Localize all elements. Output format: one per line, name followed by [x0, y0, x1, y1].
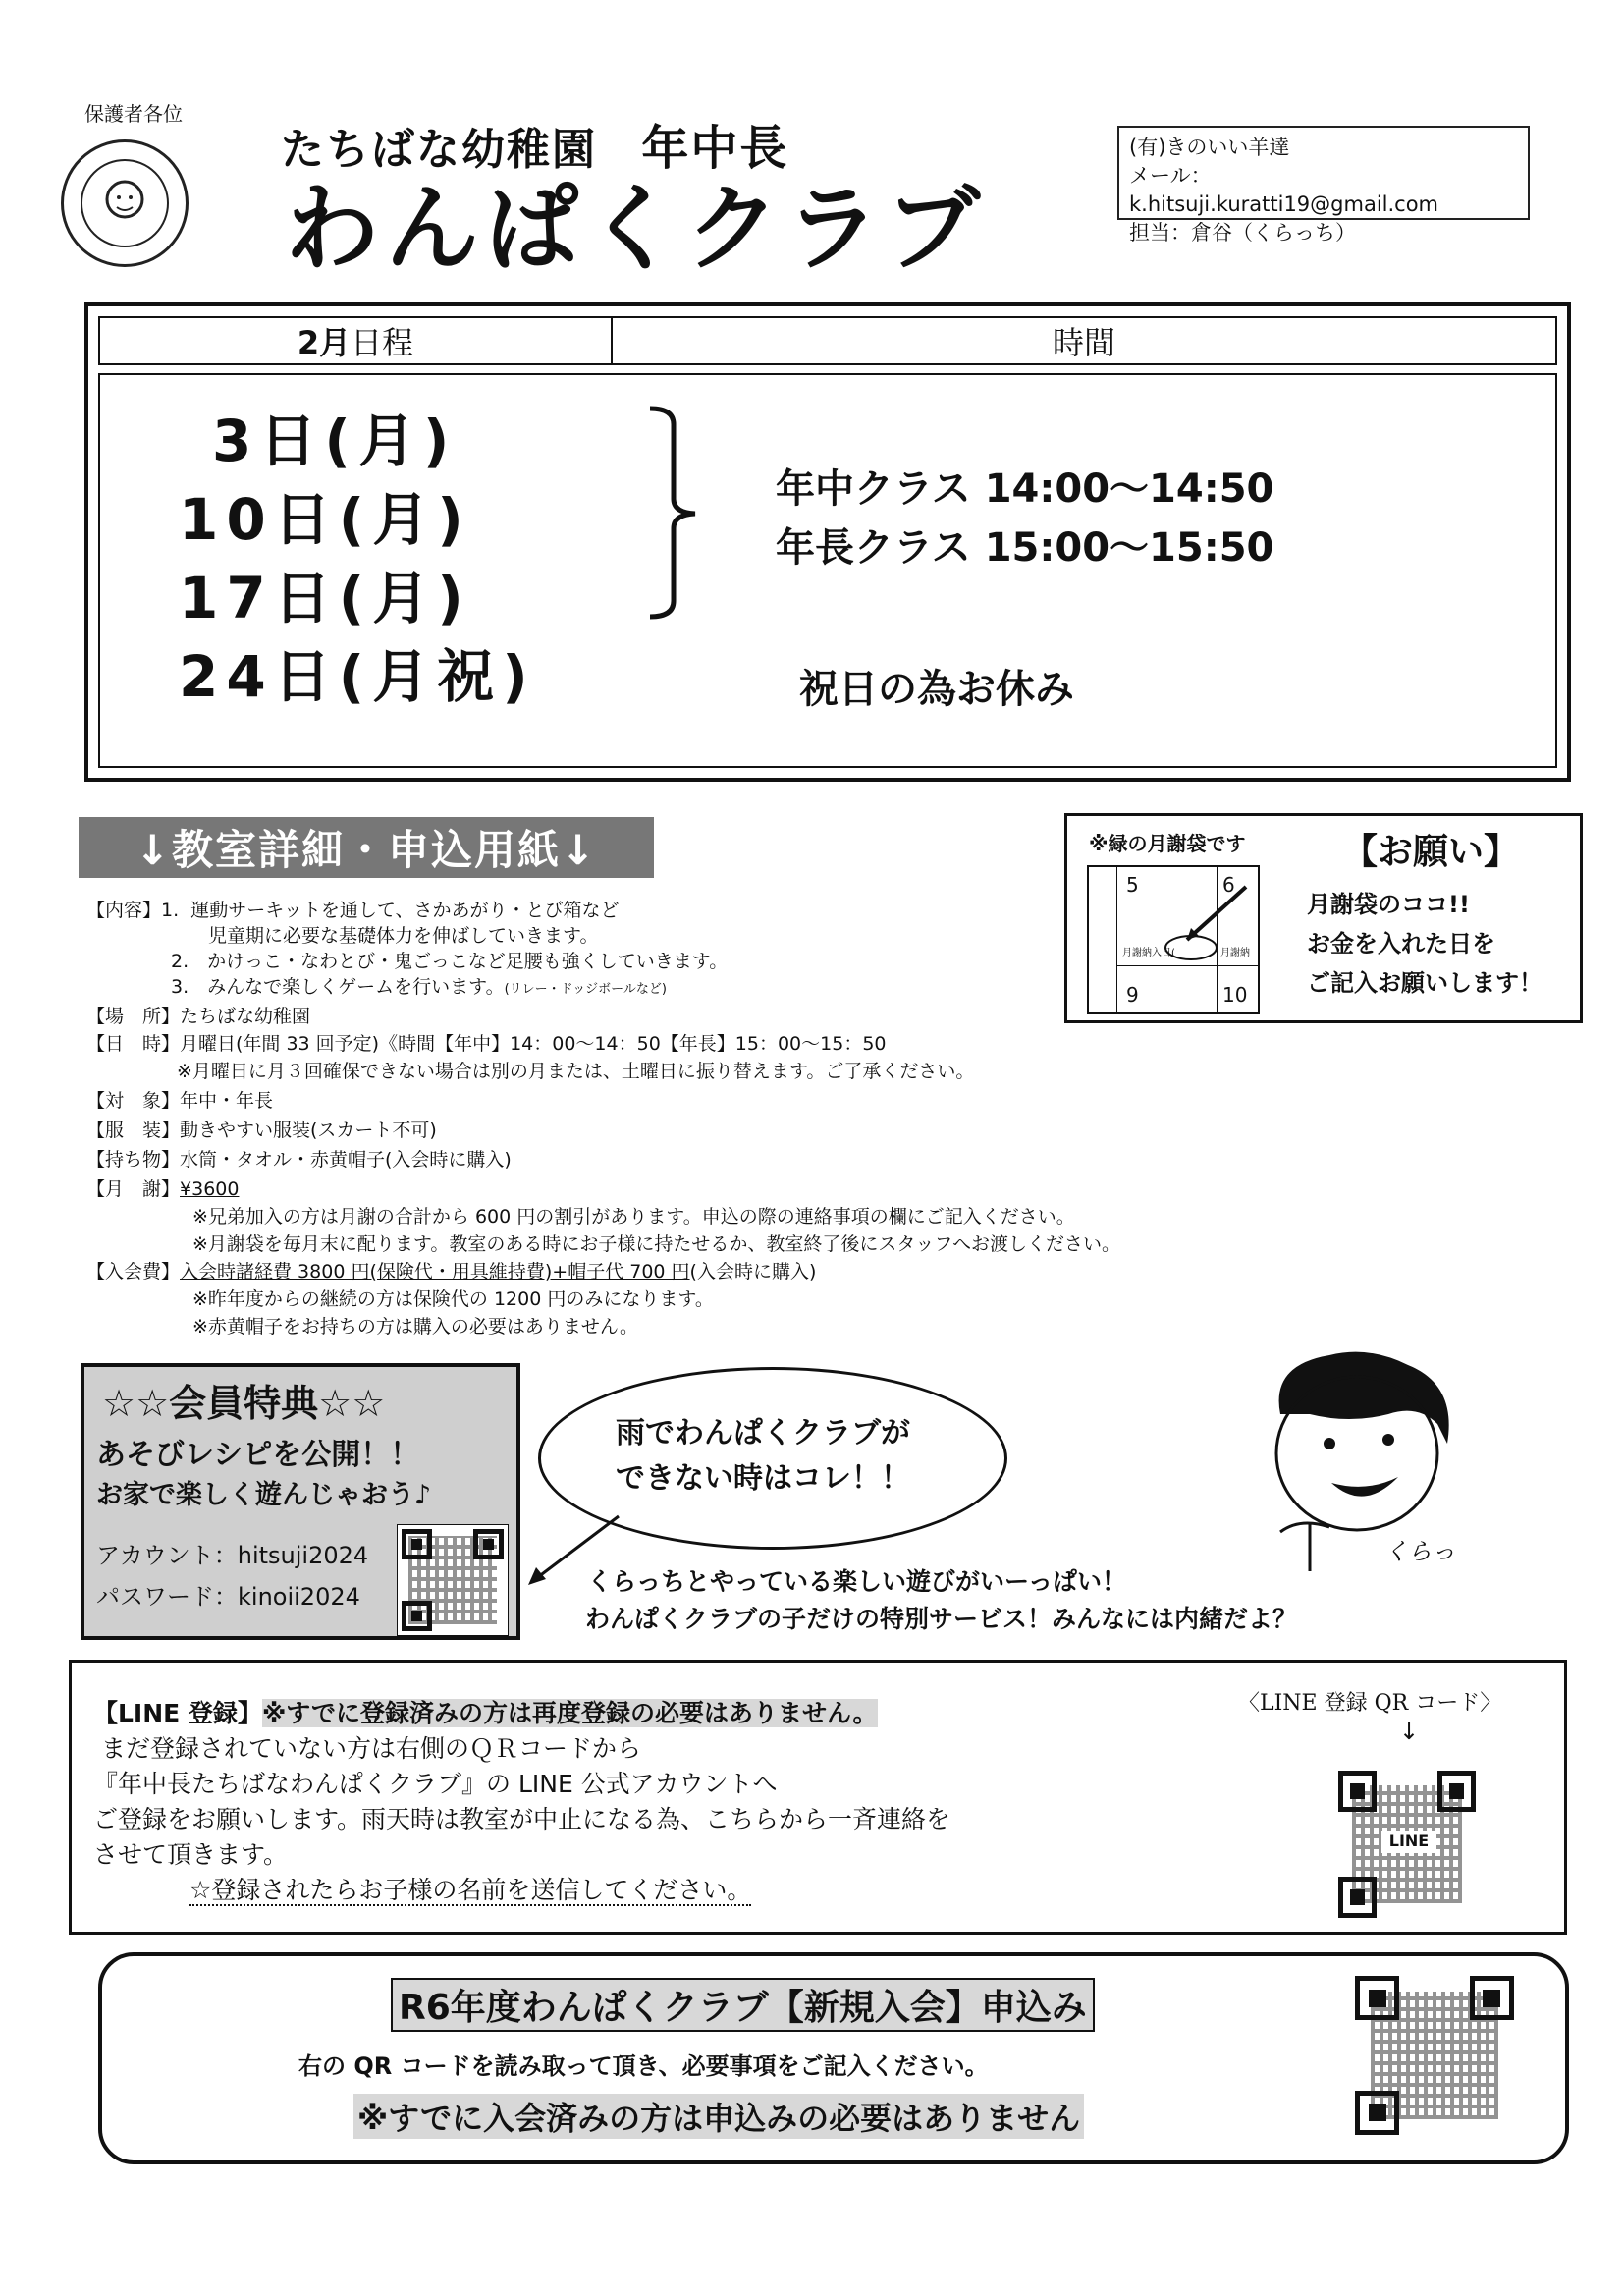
- line-registration-box: [69, 1660, 1567, 1935]
- detail-target: 【対 象】年中・年長: [86, 1090, 274, 1112]
- schedule-date: 24日(月祝): [179, 643, 536, 710]
- schedule-date: 3日(月): [212, 408, 458, 474]
- schedule-date: 10日(月): [179, 486, 471, 553]
- pointer-arrow-icon: [1089, 867, 1258, 1012]
- signup-note: ※すでに入会済みの方は申込みの必要はありません: [353, 2094, 1084, 2139]
- holiday-note: 祝日の為お休み: [799, 667, 1074, 712]
- request-box: [1064, 813, 1583, 1023]
- signup-qr-code[interactable]: [1355, 1976, 1514, 2135]
- envelope-cell: 5: [1126, 873, 1139, 897]
- detail-datetime-note: ※月曜日に月３回確保できない場合は別の月または、土曜日に振り替えます。ご了承ください。: [177, 1061, 975, 1082]
- schedule-body: [98, 373, 1557, 768]
- detail-place: 【場 所】たちばな幼稚園: [86, 1006, 311, 1027]
- envelope-label2: 月謝納: [1220, 948, 1250, 958]
- detail-items: 【持ち物】水筒・タオル・赤黄帽子(入会時に購入): [86, 1149, 512, 1171]
- line-logo: LINE: [1381, 1831, 1436, 1853]
- envelope-date-label: 月謝納入日(: [1122, 948, 1175, 958]
- down-arrow-icon: ↓: [1399, 1718, 1420, 1745]
- promo-text: くらっちとやっている楽しい遊びがいーっぱい！ わんぱくクラブの子だけの特別サービス！みんなには内緒だよ？: [585, 1567, 1298, 1633]
- line-text: 【LINE 登録】※すでに登録済みの方は再度登録の必要はありません。 まだ登録されていない方は右側のＱＲコードから 『年中長たちばなわんぱくクラブ』の LINE 公式アカウントへ ご登録をお願いします。雨天時は教室が中止になる為、こちらから一斉連絡を させて頂きます。 ☆登録されたらお子様の名前を送信してください。: [93, 1699, 951, 1904]
- detail-fee-note1: ※兄弟加入の方は月謝の合計から 600 円の割引があります。申込の際の連絡事項の欄にご記入ください。: [192, 1206, 1075, 1228]
- schedule-header: [98, 316, 1557, 365]
- content-item-2: 2. かけっこ・なわとび・鬼ごっこなど足腰も強くしていきます。: [171, 951, 729, 972]
- envelope-caption: ※緑の月謝袋です: [1089, 832, 1246, 855]
- class-time-senior: 年長クラス 15:00～15:50: [776, 525, 1274, 571]
- bubble-text: 雨でわんぱくクラブが できない時はコレ！！: [616, 1416, 910, 1496]
- content-item-3: 3. みんなで楽しくゲームを行います。(リレー・ドッジボールなど): [171, 976, 667, 998]
- envelope-cell: 9: [1126, 983, 1139, 1007]
- request-title: 【お願い】: [1342, 832, 1520, 872]
- member-account: アカウント：hitsuji2024: [96, 1542, 369, 1569]
- signup-title: R6年度わんぱくクラブ【新規入会】申込み: [391, 1978, 1095, 2032]
- contact-person: 担当：倉谷（くらっち）: [1129, 221, 1356, 245]
- class-time-middle: 年中クラス 14:00～14:50: [776, 466, 1274, 512]
- school-name: たちばな幼稚園: [281, 125, 597, 175]
- detail-entry-note1: ※昨年度からの継続の方は保険代の 1200 円のみになります。: [192, 1288, 714, 1310]
- detail-entry-note2: ※赤黄帽子をお持ちの方は購入の必要はありません。: [192, 1316, 639, 1338]
- detail-fee: 【月 謝】¥3600: [86, 1178, 240, 1200]
- member-line2: お家で楽しく遊んじゃおう♪: [96, 1480, 432, 1510]
- member-line1: あそびレシピを公開！！: [96, 1438, 420, 1472]
- company-name: (有)きのいい羊達: [1129, 136, 1290, 159]
- recipient: 保護者各位: [84, 102, 183, 126]
- grades-label: 年中長: [641, 121, 789, 176]
- detail-entry-fee: 【入会費】入会時諸経費 3800 円(保険代・用具維持費)+帽子代 700 円(入会時に購入): [86, 1261, 817, 1283]
- line-title: 【LINE 登録】: [93, 1699, 262, 1727]
- schedule-date: 17日(月): [179, 565, 471, 631]
- member-qr-code[interactable]: [397, 1524, 509, 1636]
- content-item-1: 【内容】1. 運動サーキットを通して、さかあがり・とび箱など: [86, 900, 620, 921]
- club-title: わんぱくクラブ: [285, 174, 986, 284]
- detail-clothes: 【服 装】動きやすい服装(スカート不可): [86, 1120, 437, 1141]
- bracket-icon: [644, 405, 703, 623]
- member-title: ☆☆会員特典☆☆: [102, 1382, 386, 1425]
- kuratti-signature: くらっ: [1384, 1538, 1455, 1565]
- contact-email: メール：k.hitsuji.kuratti19@gmail.com: [1129, 164, 1439, 216]
- envelope-cell: 10: [1222, 983, 1248, 1007]
- line-title-note: ※すでに登録済みの方は再度登録の必要はありません。: [261, 1699, 878, 1727]
- fee-envelope-illustration: [1087, 865, 1260, 1014]
- signup-box: [98, 1952, 1569, 2164]
- content-item-1b: 児童期に必要な基礎体力を伸ばしていきます。: [208, 925, 599, 947]
- member-password: パスワード：kinoii2024: [96, 1583, 360, 1611]
- envelope-cell: 6: [1222, 873, 1235, 897]
- date-column-header: 2月 日程: [100, 318, 613, 363]
- line-qr-caption: 〈LINE 登録 QR コード〉: [1238, 1691, 1502, 1716]
- contact-box: [1117, 126, 1530, 245]
- member-benefits-box: [81, 1363, 520, 1640]
- details-heading: ↓教室詳細・申込用紙↓: [79, 817, 654, 878]
- line-qr-code[interactable]: [1338, 1771, 1476, 1918]
- schedule-table: [84, 302, 1571, 782]
- detail-datetime: 【日 時】月曜日(年間 33 回予定)《時間【年中】14：00～14：50【年長】15：00～15：50: [86, 1033, 887, 1055]
- detail-fee-note2: ※月謝袋を毎月末に配ります。教室のある時にお子様に持たせるか、教室終了後にスタッフへお渡しください。: [192, 1233, 1121, 1255]
- time-column-header: 時間: [1052, 324, 1115, 361]
- request-text: 月謝袋のココ!! お金を入れた日を ご記入お願いします！: [1307, 891, 1543, 997]
- signup-instruction: 右の QR コードを読み取って頂き、必要事項をご記入ください。: [298, 2052, 989, 2080]
- company-logo: [61, 139, 189, 267]
